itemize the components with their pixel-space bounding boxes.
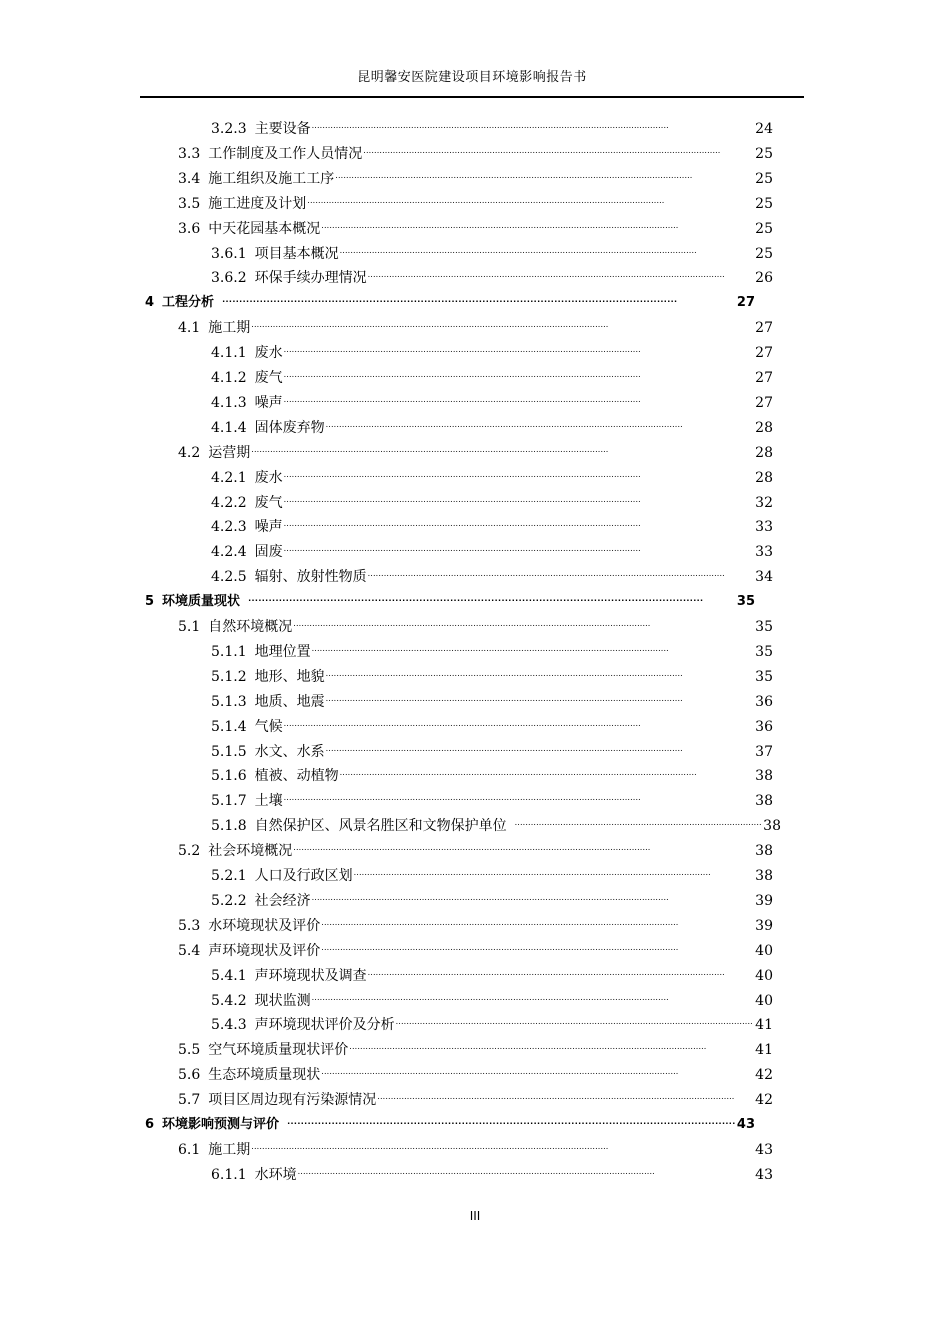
toc-entry-title: 噪声 (254, 394, 283, 411)
toc-entry[interactable] (211, 739, 773, 761)
toc-entry-number: 5.4.2 (211, 992, 247, 1009)
toc-entry-page: 41 (755, 1017, 773, 1034)
toc-entry-page: 25 (755, 145, 773, 162)
toc-dot-leader (335, 170, 754, 188)
toc-entry-title: 现状监测 (254, 992, 311, 1009)
toc-dot-leader (312, 120, 755, 138)
toc-dot-leader (307, 195, 754, 213)
toc-entry[interactable] (211, 988, 773, 1010)
toc-entry[interactable] (211, 465, 773, 487)
toc-entry-number: 4.2.4 (211, 544, 247, 561)
toc-entry-title: 气候 (254, 718, 283, 735)
toc-dot-leader (284, 792, 755, 810)
toc-dot-leader (284, 369, 755, 387)
toc-entry-page: 38 (755, 768, 773, 785)
toc-dot-leader (293, 618, 754, 636)
toc-entry[interactable] (178, 315, 773, 337)
toc-dot-leader (368, 568, 755, 586)
toc-dot-leader (284, 469, 755, 487)
toc-entry-page: 36 (755, 693, 773, 710)
toc-entry-number: 4.1.4 (211, 419, 247, 436)
toc-entry-title: 固体废弃物 (254, 419, 325, 436)
toc-entry-number: 3.3 (178, 145, 201, 162)
toc-entry-title: 施工进度及计划 (208, 195, 307, 212)
toc-entry-page: 27 (736, 295, 755, 311)
toc-entry-title: 辐射、放射性物质 (254, 569, 367, 586)
toc-entry-number: 6 (145, 1117, 155, 1132)
toc-entry[interactable] (211, 265, 773, 287)
toc-entry-page: 26 (755, 270, 773, 287)
toc-entry-page: 25 (755, 220, 773, 237)
toc-entry-page: 27 (755, 394, 773, 411)
toc-entry-title: 废气 (254, 370, 283, 386)
toc-dot-leader (312, 643, 755, 661)
toc-entry-number: 3.6.2 (211, 270, 247, 287)
toc-dot-leader (326, 419, 755, 437)
toc-dot-leader (396, 1016, 755, 1034)
toc-entry-number: 5.4.3 (211, 1017, 247, 1034)
toc-entry[interactable] (211, 116, 773, 138)
toc-dot-leader (377, 1091, 754, 1109)
toc-dot-leader (284, 718, 755, 736)
toc-entry[interactable] (211, 639, 773, 661)
toc-dot-leader (251, 444, 754, 462)
toc-entry-page: 40 (755, 992, 773, 1009)
toc-entry-title: 声环境现状及评价 (208, 942, 321, 959)
toc-entry-title: 声环境现状及调查 (254, 967, 367, 984)
toc-entry[interactable] (178, 166, 773, 188)
toc-entry[interactable] (178, 440, 773, 462)
toc-dot-leader (284, 543, 755, 561)
toc-entry-number: 5.6 (178, 1067, 201, 1084)
toc-entry-page: 39 (755, 917, 773, 934)
toc-entry-title: 社会经济 (254, 892, 311, 909)
toc-entry-number: 3.6 (178, 220, 201, 237)
toc-dot-leader (321, 1066, 754, 1084)
toc-entry-title: 水环境 (254, 1166, 297, 1183)
toc-entry[interactable] (178, 191, 773, 213)
toc-entry[interactable] (178, 938, 773, 960)
toc-entry-title: 施工期 (208, 1141, 251, 1158)
toc-entry-page: 28 (755, 469, 773, 486)
toc-entry-page: 36 (755, 718, 773, 735)
toc-entry-title: 生态环境质量现状 (208, 1067, 321, 1084)
toc-dot-leader (349, 1041, 754, 1059)
toc-dot-leader (340, 767, 755, 785)
toc-entry-number: 5.4.1 (211, 967, 247, 984)
toc-entry[interactable] (211, 863, 773, 885)
toc-entry[interactable] (211, 340, 773, 362)
toc-entry-page: 35 (755, 619, 773, 635)
toc-entry[interactable] (211, 564, 773, 586)
toc-dot-leader (326, 668, 755, 686)
toc-entry-number: 4.1.3 (211, 394, 247, 411)
toc-entry[interactable] (211, 490, 773, 512)
toc-entry-title: 施工组织及施工工序 (208, 170, 335, 187)
toc-entry-number: 3.2.3 (211, 121, 247, 137)
toc-entry-number: 4.2.3 (211, 519, 247, 536)
toc-dot-leader (284, 518, 755, 536)
toc-dot-leader (326, 743, 755, 761)
toc-entry[interactable] (178, 614, 773, 636)
toc-dot-leader (287, 1116, 736, 1134)
toc-entry-title: 废水 (254, 345, 283, 362)
toc-entry-number: 5.2.2 (211, 892, 247, 909)
toc-entry[interactable] (211, 390, 773, 412)
toc-entry[interactable] (211, 1012, 773, 1034)
toc-entry-number: 5.1.4 (211, 718, 247, 735)
toc-entry[interactable] (178, 1137, 773, 1159)
toc-entry[interactable] (211, 365, 773, 387)
toc-entry-title: 项目基本概况 (254, 245, 339, 262)
toc-entry-number: 5.1.8 (211, 818, 247, 835)
toc-entry-number: 5.3 (178, 917, 201, 934)
toc-entry-page: 39 (755, 892, 773, 909)
toc-entry-number: 3.6.1 (211, 245, 247, 262)
toc-entry-page: 28 (755, 419, 773, 436)
header-rule (140, 96, 804, 98)
toc-entry-number: 5 (145, 594, 155, 610)
toc-entry[interactable] (145, 589, 755, 611)
toc-entry-page: 35 (755, 668, 773, 685)
toc-entry-title: 工程分析 (162, 295, 215, 311)
toc-entry-title: 固废 (254, 544, 283, 561)
toc-entry-number: 5.1 (178, 619, 201, 635)
toc-entry-title: 中天花园基本概况 (208, 220, 321, 237)
toc-entry[interactable] (178, 216, 773, 238)
toc-dot-leader (340, 245, 755, 263)
toc-entry-number: 3.4 (178, 170, 201, 187)
toc-dot-leader (321, 220, 754, 238)
toc-entry-number: 6.1.1 (211, 1166, 247, 1183)
running-header: 昆明馨安医院建设项目环境影响报告书 (357, 70, 587, 85)
toc-entry-number: 5.1.3 (211, 693, 247, 710)
toc-entry[interactable] (211, 539, 773, 561)
toc-entry-title: 空气环境质量现状评价 (208, 1042, 349, 1059)
toc-entry-title: 环保手续办理情况 (254, 270, 367, 287)
toc-entry-title: 自然环境概况 (208, 619, 293, 635)
toc-entry-page: 25 (755, 170, 773, 187)
toc-entry-title: 废气 (254, 494, 283, 511)
toc-entry-page: 40 (755, 967, 773, 984)
toc-dot-leader (222, 294, 736, 312)
toc-entry-page: 25 (755, 245, 773, 262)
toc-entry-title: 主要设备 (254, 121, 311, 137)
toc-dot-leader (326, 693, 755, 711)
toc-entry[interactable] (178, 1087, 773, 1109)
toc-entry-number: 5.1.1 (211, 643, 247, 660)
toc-entry-page: 41 (755, 1042, 773, 1059)
toc-entry-title: 人口及行政区划 (254, 868, 353, 884)
toc-entry-page: 28 (755, 444, 773, 461)
toc-entry-title: 噪声 (254, 519, 283, 536)
toc-dot-leader (293, 842, 754, 860)
toc-entry[interactable] (178, 838, 773, 860)
toc-entry[interactable] (178, 1037, 773, 1059)
toc-dot-leader (363, 145, 754, 163)
toc-entry-title: 水环境现状及评价 (208, 917, 321, 934)
toc-entry[interactable] (211, 664, 773, 686)
toc-entry-title: 自然保护区、风景名胜区和文物保护单位 (254, 818, 507, 835)
toc-entry-number: 4.1.1 (211, 345, 247, 362)
toc-entry-title: 工作制度及工作人员情况 (208, 145, 363, 162)
toc-entry-page: 43 (755, 1141, 773, 1158)
toc-entry-number: 5.1.2 (211, 668, 247, 685)
toc-entry-number: 4.2 (178, 444, 201, 461)
toc-entry-number: 4.1.2 (211, 370, 247, 386)
toc-entry-title: 废水 (254, 469, 283, 486)
toc-entry-number: 3.5 (178, 195, 201, 212)
toc-entry[interactable] (145, 290, 755, 312)
toc-entry-number: 5.7 (178, 1092, 201, 1109)
toc-dot-leader (368, 269, 755, 287)
toc-entry-page: 27 (755, 345, 773, 362)
toc-entry-page: 27 (755, 370, 773, 386)
toc-entry[interactable] (178, 913, 773, 935)
toc-entry-number: 5.5 (178, 1042, 201, 1059)
toc-entry[interactable] (211, 788, 773, 810)
toc-dot-leader (368, 967, 755, 985)
toc-entry-page: 24 (755, 121, 773, 137)
toc-entry-number: 5.2.1 (211, 868, 247, 884)
toc-dot-leader (321, 942, 754, 960)
toc-entry-number: 5.1.6 (211, 768, 247, 785)
toc-entry-page: 40 (755, 942, 773, 959)
toc-entry-title: 运营期 (208, 444, 251, 461)
toc-dot-leader (298, 1166, 755, 1184)
toc-entry[interactable] (211, 763, 773, 785)
toc-entry-page: 33 (755, 544, 773, 561)
toc-entry[interactable] (211, 415, 773, 437)
toc-dot-leader (354, 867, 755, 885)
toc-entry-page: 35 (755, 643, 773, 660)
toc-entry-number: 4.1 (178, 320, 201, 337)
toc-entry-page: 37 (755, 743, 773, 760)
toc-dot-leader (284, 394, 755, 412)
toc-entry[interactable] (211, 714, 773, 736)
toc-entry[interactable] (145, 1112, 755, 1134)
toc-entry-title: 土壤 (254, 793, 283, 810)
toc-entry-title: 水文、水系 (254, 743, 325, 760)
page-number: III (469, 1209, 481, 1223)
toc-entry[interactable] (211, 241, 773, 263)
toc-entry-number: 4.2.2 (211, 494, 247, 511)
toc-entry[interactable] (211, 514, 773, 536)
toc-entry-page: 33 (755, 519, 773, 536)
toc-entry-page: 42 (755, 1067, 773, 1084)
toc-dot-leader (248, 593, 736, 611)
toc-entry-page: 34 (755, 569, 773, 586)
toc-entry-number: 4.2.5 (211, 569, 247, 586)
toc-dot-leader (251, 1141, 754, 1159)
toc-dot-leader (312, 892, 755, 910)
toc-entry-page: 43 (755, 1166, 773, 1183)
toc-entry-page: 38 (755, 843, 773, 860)
toc-entry[interactable] (211, 813, 781, 835)
toc-dot-leader (284, 494, 755, 512)
toc-dot-leader (251, 319, 754, 337)
toc-entry[interactable] (211, 963, 773, 985)
toc-entry-page: 35 (736, 594, 755, 610)
toc-dot-leader (284, 344, 755, 362)
toc-entry-title: 社会环境概况 (208, 843, 293, 860)
toc-entry-title: 声环境现状评价及分析 (254, 1017, 395, 1034)
toc-entry[interactable] (211, 1162, 773, 1184)
toc-entry-page: 43 (736, 1117, 755, 1132)
toc-entry[interactable] (178, 1062, 773, 1084)
toc-dot-leader (312, 992, 755, 1010)
toc-entry-title: 地形、地貌 (254, 668, 325, 685)
toc-entry-title: 地理位置 (254, 643, 311, 660)
toc-entry-page: 32 (755, 494, 773, 511)
toc-entry-number: 4 (145, 295, 155, 311)
toc-entry-page: 27 (755, 320, 773, 337)
toc-entry-number: 5.2 (178, 843, 201, 860)
toc-entry-page: 25 (755, 195, 773, 212)
toc-entry-title: 植被、动植物 (254, 768, 339, 785)
toc-entry[interactable] (211, 888, 773, 910)
toc-entry-number: 6.1 (178, 1141, 201, 1158)
toc-entry[interactable] (211, 689, 773, 711)
toc-dot-leader (515, 817, 763, 835)
toc-entry-page: 38 (763, 818, 781, 835)
toc-entry[interactable] (178, 141, 773, 163)
toc-entry-number: 5.1.5 (211, 743, 247, 760)
toc-entry-title: 环境影响预测与评价 (162, 1117, 280, 1132)
toc-entry-title: 地质、地震 (254, 693, 325, 710)
toc-entry-number: 5.1.7 (211, 793, 247, 810)
toc-entry-title: 项目区周边现有污染源情况 (208, 1092, 377, 1109)
toc-entry-page: 42 (755, 1092, 773, 1109)
toc-entry-title: 环境质量现状 (162, 594, 241, 610)
toc-entry-page: 38 (755, 793, 773, 810)
toc-entry-title: 施工期 (208, 320, 251, 337)
toc-entry-number: 4.2.1 (211, 469, 247, 486)
toc-dot-leader (321, 917, 754, 935)
toc-entry-page: 38 (755, 868, 773, 884)
toc-entry-number: 5.4 (178, 942, 201, 959)
